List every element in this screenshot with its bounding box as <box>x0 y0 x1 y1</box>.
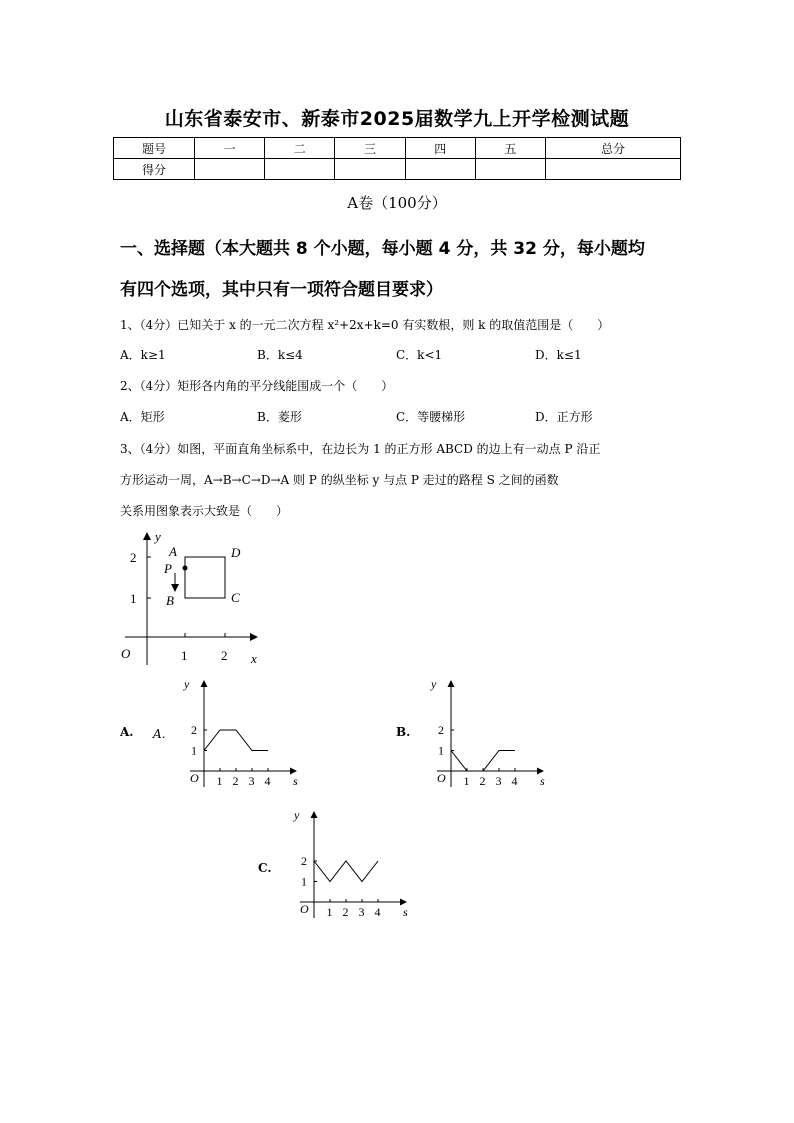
question-3-line1: 3、（4分）如图，平面直角坐标系中，在边长为 1 的正方形 ABCD 的边上有一动点 P 沿正 <box>120 442 601 456</box>
x-tick-label: 2 <box>479 774 486 788</box>
series-line-C <box>314 861 378 882</box>
score-cell[interactable] <box>475 159 545 180</box>
score-cell[interactable] <box>546 159 681 180</box>
score-cell[interactable] <box>405 159 475 180</box>
axis-label-y: y <box>294 808 300 822</box>
score-row-label: 得分 <box>114 159 195 180</box>
question-1-text: 1、（4分）已知关于 x 的一元二次方程 x²+2x+k=0 有实数根，则 k 的取值范围是（ ） <box>120 318 610 332</box>
point-label-b: B <box>166 593 174 608</box>
score-header-cell: 题号 <box>114 138 195 159</box>
y-tick-label: 2 <box>438 723 444 737</box>
graph-a <box>180 675 305 793</box>
axis-label-x: x <box>251 651 257 666</box>
y-tick-label: 1 <box>438 743 444 758</box>
x-tick-label: 4 <box>264 774 271 788</box>
x-tick-label: 1 <box>463 774 470 788</box>
q1-option-d[interactable]: D．k≤1 <box>535 348 582 362</box>
x-tick-label: 1 <box>216 774 223 788</box>
series-line-B <box>451 751 515 772</box>
x-tick-label: 4 <box>511 774 518 788</box>
origin-label: O <box>300 902 309 916</box>
graph-option-a-duplicate: A． <box>153 727 174 741</box>
x-tick-label: 3 <box>358 905 365 919</box>
x-tick-label: 2 <box>342 905 349 919</box>
score-header-cell: 五 <box>475 138 545 159</box>
question-3-line2: 方形运动一周，A→B→C→D→A 则 P 的纵坐标 y 与点 P 走过的路程 S 之间的函数 <box>120 473 559 487</box>
score-header-cell: 四 <box>405 138 475 159</box>
graph-option-c[interactable]: C. <box>258 861 272 875</box>
x-tick-label: 1 <box>326 905 333 919</box>
axis-label-x: s <box>403 905 408 919</box>
q1-option-a[interactable]: A．k≥1 <box>120 348 166 362</box>
x-tick-label: 1 <box>181 648 188 663</box>
axis-label-y: y <box>155 529 161 544</box>
graph-c <box>290 806 415 926</box>
question-3-line3: 关系用图象表示大致是（ ） <box>120 504 289 518</box>
section-heading-line2: 有四个选项，其中只有一项符合题目要求） <box>120 280 443 300</box>
axis-label-x: s <box>540 774 545 788</box>
score-header-cell: 总分 <box>546 138 681 159</box>
origin-label: O <box>437 771 446 785</box>
point-label-d: D <box>231 545 241 560</box>
score-cell[interactable] <box>265 159 335 180</box>
page-title: 山东省泰安市、新泰市2025届数学九上开学检测试题 <box>164 108 630 130</box>
score-header-cell: 一 <box>195 138 265 159</box>
point-label-p: P <box>164 561 172 576</box>
x-tick-label: 2 <box>232 774 239 788</box>
score-table-header-row <box>114 138 681 159</box>
q1-option-c[interactable]: C．k<1 <box>396 348 443 362</box>
origin-label: O <box>190 771 199 785</box>
origin-label: O <box>121 646 131 661</box>
graph-option-b[interactable]: B. <box>396 725 411 739</box>
y-tick-label: 2 <box>191 723 197 737</box>
score-header-cell: 三 <box>335 138 405 159</box>
point-label-a: A <box>169 544 177 559</box>
x-tick-label: 3 <box>248 774 255 788</box>
score-table-row <box>114 159 681 180</box>
q2-option-c[interactable]: C．等腰梯形 <box>396 410 466 424</box>
question-2-text: 2、（4分）矩形各内角的平分线能围成一个（ ） <box>120 379 394 393</box>
square-abcd <box>185 557 225 598</box>
series-line-A <box>204 730 268 751</box>
q2-option-a[interactable]: A．矩形 <box>120 410 165 424</box>
roll-title: A卷（100分） <box>347 194 447 212</box>
axis-label-y: y <box>431 677 437 691</box>
graph-option-a[interactable]: A. <box>120 725 134 739</box>
q1-option-b[interactable]: B．k≤4 <box>257 348 303 362</box>
y-tick-label: 1 <box>130 591 137 606</box>
y-tick-label: 2 <box>301 854 307 868</box>
axis-label-x: s <box>293 774 298 788</box>
point-label-c: C <box>231 590 240 605</box>
graph-b <box>427 675 552 793</box>
score-table <box>113 137 681 180</box>
x-tick-label: 2 <box>221 648 228 663</box>
x-tick-label: 3 <box>495 774 502 788</box>
y-tick-label: 1 <box>191 743 197 758</box>
x-tick-label: 4 <box>374 905 381 919</box>
score-cell[interactable] <box>335 159 405 180</box>
y-tick-label: 1 <box>301 874 307 889</box>
y-tick-label: 2 <box>130 550 137 565</box>
score-header-cell: 二 <box>265 138 335 159</box>
q2-option-b[interactable]: B．菱形 <box>257 410 302 424</box>
point-p <box>183 566 188 571</box>
q2-option-d[interactable]: D．正方形 <box>535 410 593 424</box>
square-figure <box>115 525 275 670</box>
axis-label-y: y <box>184 677 190 691</box>
score-cell[interactable] <box>195 159 265 180</box>
section-heading-line1: 一、选择题（本大题共 8 个小题，每小题 4 分，共 32 分，每小题均 <box>120 239 645 259</box>
